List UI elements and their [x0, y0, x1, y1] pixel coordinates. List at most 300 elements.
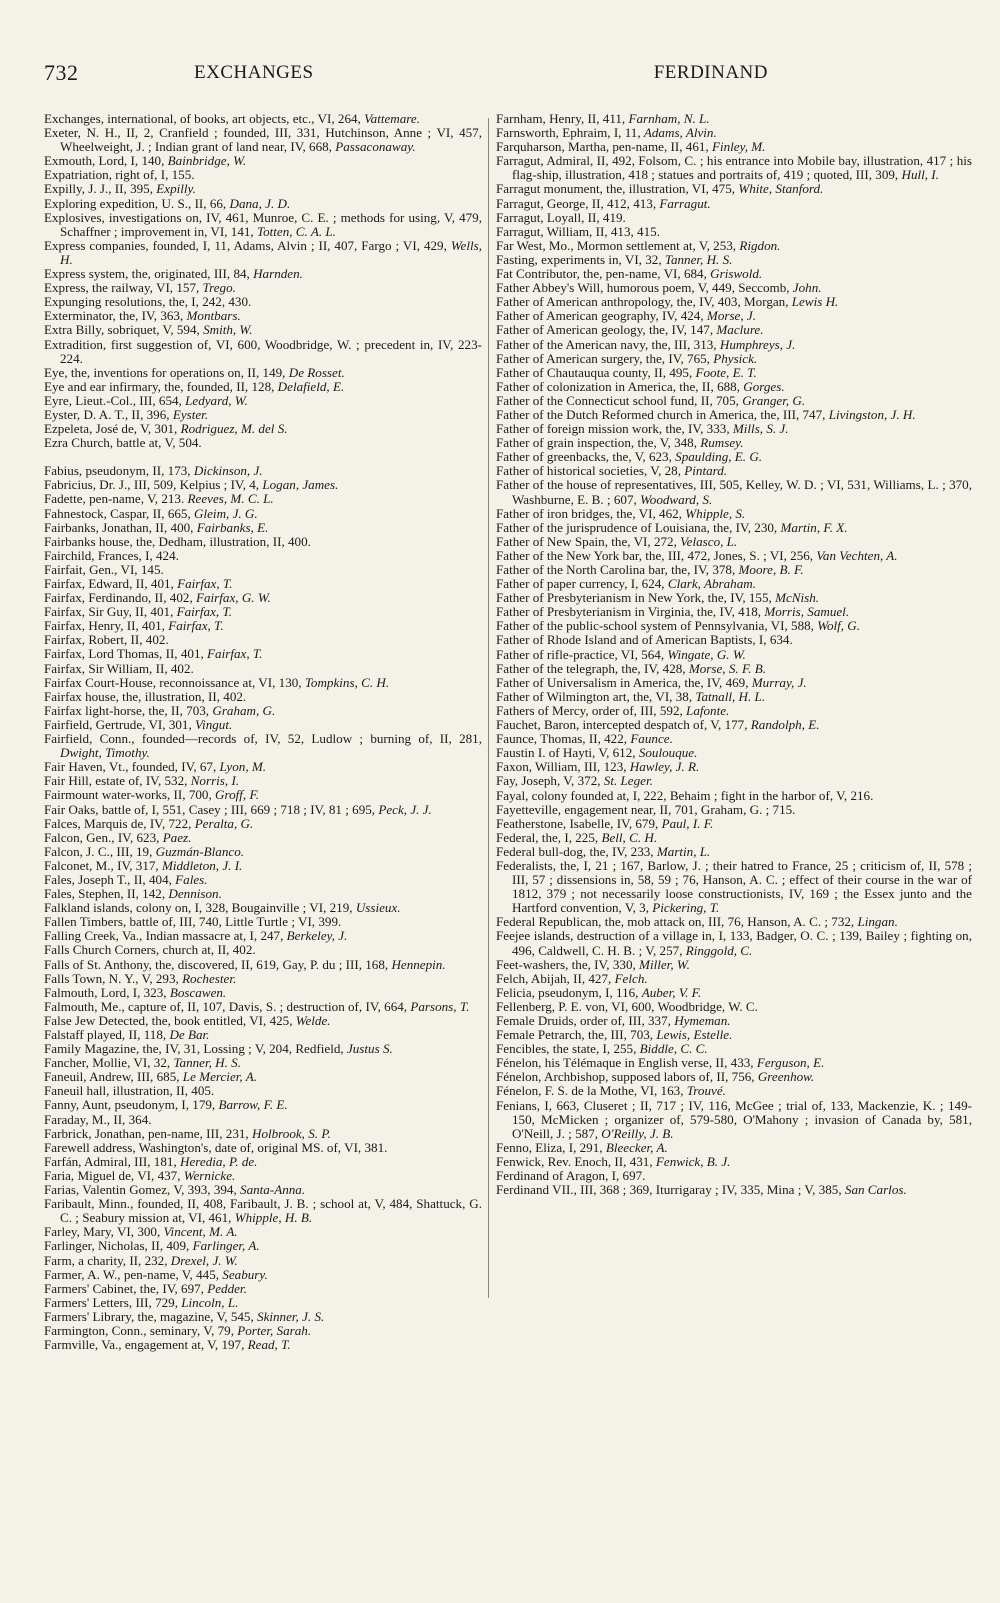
index-entry: [44, 182, 482, 196]
entry-reference: Wingate, G. W.: [667, 646, 746, 662]
entry-reference: Totten, C. A. L.: [256, 223, 336, 239]
entry-text: Fairfax light-horse, the, II, 703,: [44, 702, 213, 718]
index-entry: [44, 112, 482, 126]
left-column: [44, 112, 482, 1352]
entry-text: Farragut monument, the, illustration, VI, 475,: [496, 181, 739, 197]
index-entry: [44, 901, 482, 915]
index-entry: [44, 1225, 482, 1239]
entry-reference: Lafonte.: [686, 702, 730, 718]
entry-text: Farragut, Loyall, II, 419.: [496, 209, 626, 225]
index-entry: [496, 309, 972, 323]
entry-text: Fair Oaks, battle of, I, 551, Casey ; III, 669 ; 718 ; IV, 81 ; 695,: [44, 801, 379, 817]
entry-reference: Heredia, P. de.: [180, 1153, 258, 1169]
index-entry: [496, 1084, 972, 1098]
index-entry: [44, 1070, 482, 1084]
entry-text: Father of Universalism in America, the, IV, 469,: [496, 674, 752, 690]
index-entry: [44, 873, 482, 887]
entry-reference: Rigdon.: [739, 237, 781, 253]
entry-reference: Hymeman.: [674, 1013, 731, 1028]
entry-text: Father of the telegraph, the, IV, 428,: [496, 660, 689, 676]
index-entry: [44, 422, 482, 436]
entry-reference: Dana, J. D.: [229, 195, 291, 211]
entry-text: Eyre, Lieut.-Col., III, 654,: [44, 392, 186, 408]
entry-reference: Holbrook, S. P.: [251, 1125, 331, 1141]
index-entry: [496, 845, 972, 859]
entry-reference: Lewis H.: [791, 294, 839, 310]
entry-reference: Martin, F. X.: [780, 519, 848, 535]
entry-reference: Dickinson, J.: [193, 463, 263, 479]
entry-reference: Hull, I.: [901, 167, 939, 183]
right-column: [496, 112, 972, 1197]
entry-reference: Felch.: [614, 970, 648, 986]
index-entry: [44, 1296, 482, 1310]
entry-text: Father of grain inspection, the, V, 348,: [496, 435, 701, 451]
entry-reference: Fairfax, T.: [168, 618, 224, 634]
index-entry: [44, 1056, 482, 1070]
entry-text: Expilly, J. J., II, 395,: [44, 181, 157, 197]
entry-text: Female Petrarch, the, III, 703,: [496, 1027, 657, 1043]
entry-reference: John.: [792, 280, 822, 296]
index-entry: [44, 436, 482, 450]
index-entry: [44, 549, 482, 563]
index-entry: [496, 831, 972, 845]
entry-text: Fenno, Eliza, I, 291,: [496, 1139, 606, 1155]
entry-reference: Bleecker, A.: [605, 1139, 668, 1155]
entry-text: Farmville, Va., engagement at, V, 197,: [44, 1337, 248, 1353]
index-entry: [496, 1028, 972, 1042]
entry-reference: Middleton, J. I.: [161, 857, 243, 873]
entry-reference: Tanner, H. S.: [173, 1055, 241, 1071]
entry-text: Fairfax, Sir Guy, II, 401,: [44, 604, 177, 620]
index-entry: [44, 295, 482, 309]
entry-text: Farnham, Henry, II, 411,: [496, 111, 629, 126]
entry-text: Fellenberg, P. E. von, VI, 600, Woodbridge, W. C.: [496, 998, 758, 1014]
index-entry: [496, 182, 972, 196]
entry-text: Fat Contributor, the, pen-name, VI, 684,: [496, 266, 711, 282]
entry-reference: Le Mercier, A.: [182, 1069, 257, 1085]
entry-reference: Wernicke.: [183, 1167, 236, 1183]
entry-text: Falcon, J. C., III, 19,: [44, 843, 156, 859]
entry-text: Extradition, first suggestion of, VI, 600, Woodbridge, W. ; precedent in, IV, 223-224.: [44, 336, 482, 366]
entry-reference: Read, T.: [247, 1337, 291, 1353]
entry-reference: Farlinger, A.: [192, 1238, 260, 1254]
entry-text: Exterminator, the, IV, 363,: [44, 308, 187, 324]
entry-reference: Barrow, F. E.: [218, 1097, 288, 1113]
index-entry: [44, 1197, 482, 1225]
index-entry: [496, 633, 972, 647]
index-entry: [496, 366, 972, 380]
index-entry: [44, 1282, 482, 1296]
entry-reference: Paul, I. F.: [661, 815, 714, 831]
entry-reference: Justus S.: [346, 1041, 393, 1057]
index-entry: [44, 915, 482, 929]
entry-text: Farquharson, Martha, pen-name, II, 461,: [496, 139, 712, 155]
entry-reference: Pintard.: [684, 463, 728, 479]
entry-reference: Bainbridge, W.: [167, 153, 247, 169]
entry-text: Fabricius, Dr. J., III, 509, Kelpius ; IV, 4,: [44, 477, 263, 493]
index-entry: [44, 168, 482, 182]
index-entry: [496, 380, 972, 394]
entry-text: Faxon, William, III, 123,: [496, 759, 630, 775]
entry-text: Faraday, M., II, 364.: [44, 1111, 152, 1127]
entry-text: Express system, the, originated, III, 84,: [44, 266, 254, 282]
index-entry: [44, 338, 482, 366]
entry-reference: Pickering, T.: [652, 900, 720, 916]
index-entry: [44, 887, 482, 901]
entry-text: Fénelon, F. S. de la Mothe, VI, 163,: [496, 1083, 687, 1099]
entry-text: Fairbanks house, the, Dedham, illustration, II, 400.: [44, 533, 311, 549]
entry-reference: Hawley, J. R.: [629, 759, 700, 775]
entry-text: Father of the North Carolina bar, the, IV, 378,: [496, 562, 739, 577]
entry-text: Father Abbey's Will, humorous poem, V, 449, Seccomb,: [496, 280, 793, 296]
entry-text: Father of the house of representatives, III, 505, Kelley, W. D. ; VI, 531, Williams, L. ; 370, Washburne, E. B. ; 607,: [496, 477, 972, 507]
entry-text: Expunging resolutions, the, I, 242, 430.: [44, 294, 252, 310]
index-entry: [44, 633, 482, 647]
right-running-title: FERDINAND: [653, 62, 768, 83]
entry-text: Fancher, Mollie, VI, 32,: [44, 1055, 174, 1071]
entry-text: Farm, a charity, II, 232,: [44, 1252, 171, 1268]
index-entry: [44, 1113, 482, 1127]
entry-reference: Maclure.: [716, 322, 764, 338]
entry-text: Falmouth, Lord, I, 323,: [44, 984, 170, 1000]
entry-text: Farbrick, Jonathan, pen-name, III, 231,: [44, 1125, 252, 1141]
entry-text: Fairmount water-works, II, 700,: [44, 787, 216, 803]
entry-text: Far West, Mo., Mormon settlement at, V, 253,: [496, 237, 740, 253]
entry-text: Felch, Abijah, II, 427,: [496, 970, 615, 986]
index-entry: [44, 267, 482, 281]
index-entry: [496, 690, 972, 704]
entry-text: Faneuil, Andrew, III, 685,: [44, 1069, 183, 1085]
entry-text: Father of American surgery, the, IV, 765,: [496, 350, 714, 366]
entry-text: Father of American anthropology, the, IV, 403, Morgan,: [496, 294, 792, 310]
entry-reference: Livingston, J. H.: [828, 406, 916, 422]
entry-text: Fabius, pseudonym, II, 173,: [44, 463, 194, 479]
index-entry: [496, 563, 972, 577]
index-entry: [496, 929, 972, 957]
entry-text: Express, the railway, VI, 157,: [44, 280, 203, 296]
entry-text: Father of the public-school system of Pennsylvania, VI, 588,: [496, 618, 818, 634]
entry-text: Farmer, A. W., pen-name, V, 445,: [44, 1266, 223, 1282]
index-entry: [44, 521, 482, 535]
index-entry: [496, 338, 972, 352]
entry-reference: Rodriguez, M. del S.: [180, 421, 288, 437]
index-entry: [496, 352, 972, 366]
entry-reference: Randolph, E.: [750, 717, 820, 733]
entry-text: Ezpeleta, José de, V, 301,: [44, 421, 181, 437]
index-entry: [44, 154, 482, 168]
index-entry: [44, 1155, 482, 1169]
index-entry: [496, 154, 972, 182]
index-entry: [44, 535, 482, 549]
index-entry: [44, 817, 482, 831]
entry-reference: Rumsey.: [700, 435, 744, 451]
entry-reference: Tanner, H. S.: [664, 251, 733, 267]
entry-text: Fallen Timbers, battle of, III, 740, Little Turtle ; VI, 399.: [44, 914, 342, 930]
entry-text: Father of the American navy, the, III, 313,: [496, 336, 720, 352]
index-entry: [496, 676, 972, 690]
entry-text: Farragut, William, II, 413, 415.: [496, 223, 660, 239]
index-entry: [44, 1042, 482, 1056]
index-entry: [44, 408, 482, 422]
entry-text: Father of American geology, the, IV, 147,: [496, 322, 717, 338]
entry-text: Fayal, colony founded at, I, 222, Behaim ; fight in the harbor of, V, 216.: [496, 787, 874, 803]
index-columns: [44, 112, 972, 1573]
index-entry: [44, 394, 482, 408]
entry-text: Falkland islands, colony on, I, 328, Bougainville ; VI, 219,: [44, 900, 356, 916]
index-entry: [44, 845, 482, 859]
index-entry: [44, 126, 482, 154]
index-entry: [496, 1099, 972, 1141]
entry-reference: Whipple, S.: [685, 505, 746, 521]
entry-text: Fales, Stephen, II, 142,: [44, 886, 169, 902]
entry-reference: White, Stanford.: [738, 181, 824, 197]
entry-reference: Harnden.: [253, 266, 303, 282]
entry-text: Fair Hill, estate of, IV, 532,: [44, 773, 191, 789]
entry-text: Fadette, pen-name, V, 213.: [44, 491, 188, 507]
entry-reference: Bell, C. H.: [601, 829, 658, 845]
entry-text: Exeter, N. H., II, 2, Cranfield ; founded, III, 331, Hutchinson, Anne ; VI, 457, Wheelweight, J. ; Indian grant of land near, IV, 668,: [44, 125, 482, 155]
entry-text: Farmers' Library, the, magazine, V, 545,: [44, 1308, 258, 1324]
entry-reference: Morris, Samuel.: [764, 604, 850, 620]
index-entry: [496, 239, 972, 253]
entry-reference: Auber, V. F.: [641, 984, 702, 1000]
entry-reference: Fales.: [175, 871, 208, 887]
entry-text: Faribault, Minn., founded, II, 408, Faribault, J. B. ; school at, V, 484, Shattuck, G. C. ; Seabury mission at, VI, 461,: [44, 1196, 482, 1226]
index-entry: [496, 718, 972, 732]
index-entry: [44, 732, 482, 760]
entry-reference: Ringgold, C.: [685, 942, 753, 958]
entry-reference: Whipple, H. B.: [234, 1210, 313, 1226]
entry-reference: Tatnall, H. L.: [695, 688, 766, 704]
entry-text: Exmouth, Lord, I, 140,: [44, 153, 168, 169]
index-entry: [44, 1127, 482, 1141]
index-entry: [44, 704, 482, 718]
entry-text: Fairfax, Ferdinando, II, 402,: [44, 590, 196, 606]
index-entry: [496, 704, 972, 718]
index-entry: [496, 1000, 972, 1014]
entry-reference: Granger, G.: [742, 392, 806, 408]
entry-reference: Mills, S. J.: [732, 421, 789, 437]
index-entry: [44, 662, 482, 676]
entry-reference: Welde.: [295, 1012, 331, 1028]
entry-text: Fanny, Aunt, pseudonym, I, 179,: [44, 1097, 219, 1113]
entry-text: Faria, Miguel de, VI, 437,: [44, 1167, 184, 1183]
entry-reference: Fairfax, G. W.: [196, 590, 271, 606]
entry-reference: Wells, H.: [60, 237, 482, 267]
entry-reference: Logan, James.: [262, 477, 339, 493]
entry-text: Father of Rhode Island and of American Baptists, I, 634.: [496, 632, 793, 648]
entry-text: Father of Chautauqua county, II, 495,: [496, 364, 696, 380]
index-entry: [44, 380, 482, 394]
entry-text: Father of greenbacks, the, V, 623,: [496, 449, 676, 465]
entry-text: Fayetteville, engagement near, II, 701, Graham, G. ; 715.: [496, 801, 796, 817]
entry-reference: Boscawen.: [169, 984, 227, 1000]
entry-text: Farnsworth, Ephraim, I, 11,: [496, 125, 644, 141]
entry-text: Fales, Joseph T., II, 404,: [44, 871, 176, 887]
entry-text: Fairchild, Frances, I, 424.: [44, 547, 179, 563]
left-running-title: EXCHANGES: [194, 62, 314, 83]
entry-reference: De Rosset.: [288, 364, 345, 380]
index-entry: [496, 1056, 972, 1070]
entry-reference: Murray, J.: [751, 674, 807, 690]
page-number: 732: [44, 60, 79, 85]
entry-text: Federalists, the, I, 21 ; 167, Barlow, J. ; their hatred to France, 25 ; criticism of, II, 578 ; III, 57 ; dissensions in, 58, 59 ; 76, Hanson, A. C. ; effect of their course in the war of 1812, 379 ; not necessarily loose constructionists, IV, 169 ; the Essex junto and the Hartford convention, V, 3,: [496, 857, 972, 916]
entry-text: Fairfax, Lord Thomas, II, 401,: [44, 646, 208, 662]
index-entry: [496, 605, 972, 619]
index-entry: [44, 577, 482, 591]
index-entry: [44, 859, 482, 873]
index-entry: [496, 972, 972, 986]
entry-reference: Faunce.: [630, 731, 673, 747]
entry-reference: Fenwick, B. J.: [655, 1153, 731, 1169]
index-entry: [44, 760, 482, 774]
entry-reference: Norris, I.: [190, 773, 240, 789]
entry-reference: Vingut.: [195, 716, 233, 732]
entry-text: False Jew Detected, the, book entitled, VI, 425,: [44, 1012, 296, 1028]
entry-reference: Ledyard, W.: [185, 392, 248, 408]
entry-text: Farlinger, Nicholas, II, 409,: [44, 1238, 193, 1254]
entry-reference: Fairfax, T.: [207, 646, 263, 662]
entry-text: Farmers' Letters, III, 729,: [44, 1294, 182, 1310]
index-entry: [496, 408, 972, 422]
index-entry: [496, 1042, 972, 1056]
entry-text: Fairfait, Gen., VI, 145.: [44, 561, 164, 577]
index-entry: [44, 788, 482, 802]
index-entry: [44, 1014, 482, 1028]
index-entry: [496, 915, 972, 929]
index-entry: [44, 507, 482, 521]
entry-reference: Miller, W.: [639, 956, 690, 972]
index-entry: [496, 253, 972, 267]
entry-reference: Skinner, J. S.: [257, 1308, 325, 1324]
index-entry: [496, 197, 972, 211]
index-entry: [44, 718, 482, 732]
entry-reference: De Bar.: [169, 1027, 210, 1042]
index-entry: [496, 958, 972, 972]
entry-text: Fairfield, Gertrude, VI, 301,: [44, 716, 196, 732]
entry-text: Fairfax, Sir William, II, 402.: [44, 660, 194, 676]
index-entry: [44, 1324, 482, 1338]
entry-reference: Dennison.: [168, 886, 222, 902]
entry-reference: Morse, S. F. B.: [688, 660, 767, 676]
entry-text: Fauchet, Baron, intercepted despatch of, V, 177,: [496, 717, 751, 733]
index-entry: [496, 859, 972, 915]
entry-reference: Lincoln, L.: [181, 1294, 239, 1310]
entry-reference: Woodward, S.: [640, 491, 713, 507]
index-entry: [496, 803, 972, 817]
index-entry: [44, 676, 482, 690]
entry-text: Father of colonization in America, the, II, 688,: [496, 378, 744, 394]
entry-reference: Fairfax, T.: [177, 576, 233, 591]
index-entry: [44, 1028, 482, 1042]
entry-text: Falstaff played, II, 118,: [44, 1027, 170, 1042]
index-entry: [496, 591, 972, 605]
entry-reference: Humphreys, J.: [719, 336, 796, 352]
entry-text: Featherstone, Isabelle, IV, 679,: [496, 815, 662, 831]
entry-reference: Peralta, G.: [194, 815, 254, 831]
entry-text: Farmington, Conn., seminary, V, 79,: [44, 1322, 238, 1338]
index-entry: [496, 1155, 972, 1169]
entry-text: Father of Presbyterianism in Virginia, the, IV, 418,: [496, 604, 765, 620]
entry-text: Express companies, founded, I, 11, Adams, Alvin ; II, 407, Fargo ; VI, 429,: [44, 237, 451, 253]
index-entry: [44, 464, 482, 478]
entry-text: Fenians, I, 663, Cluseret ; II, 717 ; IV, 116, McGee ; trial of, 133, Mackenzie, K. ; 149-150, McMicken ; organizer of, 579-580, O'Mahony ; invasion of Canada by, 581, O'Neill, J. ; 587,: [496, 1097, 972, 1141]
entry-reference: Gleim, J. G.: [194, 505, 258, 521]
entry-reference: Reeves, M. C. L.: [187, 491, 274, 507]
index-entry: [496, 112, 972, 126]
index-entry: [44, 1268, 482, 1282]
entry-text: Father of the Connecticut school fund, II, 705,: [496, 392, 743, 408]
entry-reference: Vattemare.: [364, 111, 420, 126]
entry-reference: Lewis, Estelle.: [656, 1027, 733, 1043]
entry-reference: Trego.: [202, 280, 236, 296]
entry-reference: Moore, B. F.: [738, 562, 804, 577]
index-entry: [496, 436, 972, 450]
index-entry: [496, 619, 972, 633]
index-entry: [44, 323, 482, 337]
index-entry: [496, 1183, 972, 1197]
index-entry: [496, 507, 972, 521]
entry-reference: Adams, Alvin.: [643, 125, 717, 141]
index-entry: [44, 492, 482, 506]
entry-reference: Drexel, J. W.: [170, 1252, 238, 1268]
entry-reference: Porter, Sarah.: [237, 1322, 312, 1338]
index-entry: [44, 563, 482, 577]
entry-text: Fairfield, Conn., founded—records of, IV, 52, Ludlow ; burning of, II, 281,: [44, 731, 482, 747]
entry-reference: Trouvé.: [686, 1083, 726, 1099]
index-entry: [496, 478, 972, 506]
entry-reference: Dwight, Timothy.: [60, 745, 150, 761]
index-entry: [44, 1169, 482, 1183]
entry-reference: O'Reilly, J. B.: [601, 1125, 674, 1141]
entry-reference: Peck, J. J.: [378, 801, 432, 817]
entry-text: Falls Town, N. Y., V, 293,: [44, 970, 183, 986]
index-entry: [496, 140, 972, 154]
index-entry: [496, 422, 972, 436]
index-entry: [44, 1338, 482, 1352]
entry-text: Farewell address, Washington's, date of, original MS. of, VI, 381.: [44, 1139, 388, 1155]
index-entry: [496, 1070, 972, 1084]
index-entry: [496, 648, 972, 662]
index-entry: [44, 972, 482, 986]
entry-text: Father of foreign mission work, the, IV, 333,: [496, 421, 733, 437]
entry-text: Fairfax Court-House, reconnoissance at, VI, 130,: [44, 674, 305, 690]
entry-text: Farmers' Cabinet, the, IV, 697,: [44, 1280, 208, 1296]
index-entry: [44, 943, 482, 957]
index-entry: [44, 211, 482, 239]
entry-reference: Tompkins, C. H.: [304, 674, 390, 690]
entry-reference: Paez.: [162, 829, 192, 845]
index-entry: [496, 1141, 972, 1155]
running-header: [44, 60, 972, 90]
index-entry: [44, 1254, 482, 1268]
index-entry: [496, 662, 972, 676]
entry-text: Father of paper currency, I, 624,: [496, 576, 668, 592]
entry-text: Falling Creek, Va., Indian massacre at, I, 247,: [44, 928, 287, 944]
entry-reference: Wolf, G.: [817, 618, 861, 634]
entry-text: Ferdinand VII., III, 368 ; 369, Iturrigaray ; IV, 335, Mina ; V, 385,: [496, 1182, 845, 1198]
index-entry: [496, 450, 972, 464]
entry-text: Father of the New York bar, the, III, 472, Jones, S. ; VI, 256,: [496, 547, 817, 563]
index-entry: [44, 591, 482, 605]
index-entry: [44, 197, 482, 211]
index-entry: [44, 1000, 482, 1014]
entry-reference: Martin, L.: [656, 843, 711, 859]
letter-section-gap: [44, 450, 482, 464]
entry-text: Fairfax house, the, illustration, II, 402.: [44, 688, 247, 704]
entry-reference: Ussieux.: [355, 900, 401, 916]
entry-reference: Greenhow.: [757, 1069, 815, 1085]
